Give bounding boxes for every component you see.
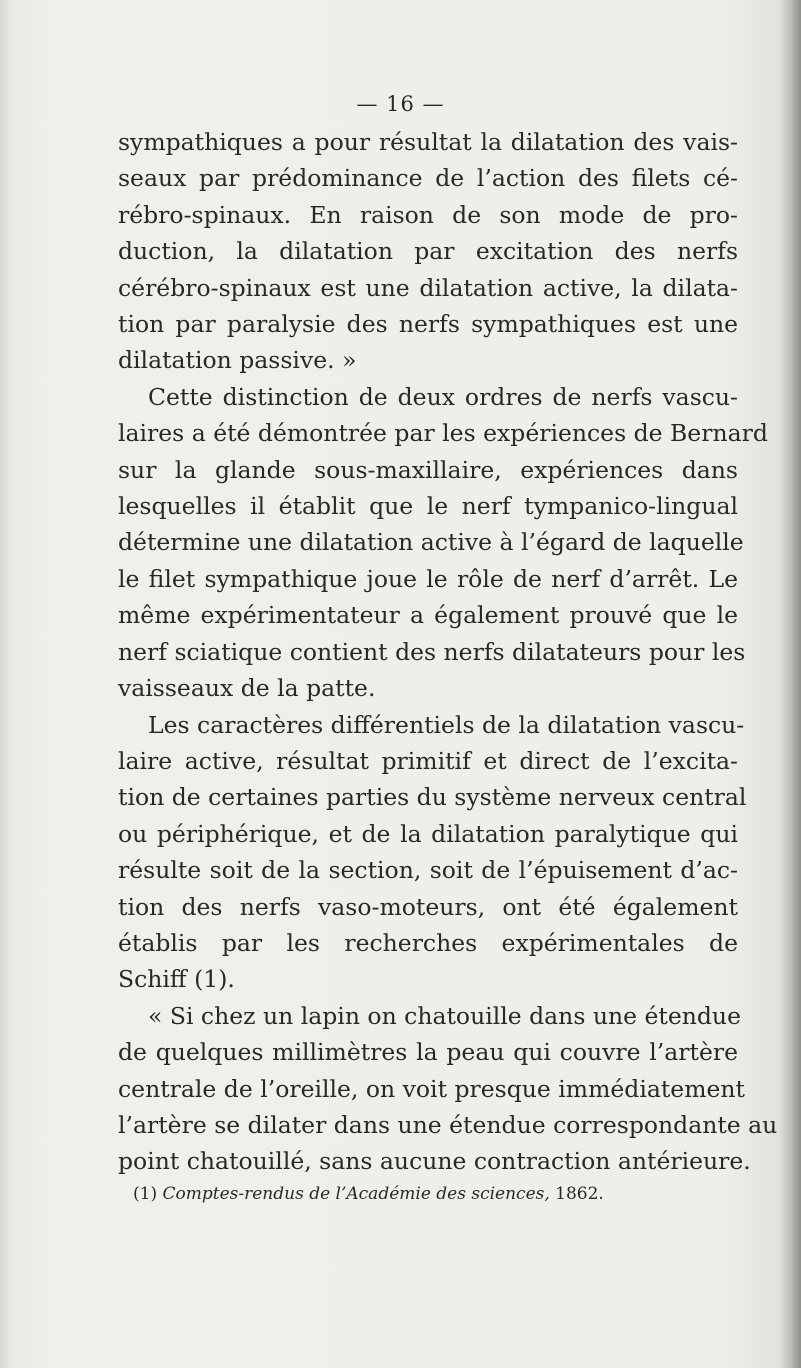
text-line: résulte soit de la section, soit de l’épuisement d’ac-	[118, 856, 738, 885]
text-line: nerf sciatique contient des nerfs dilatateurs pour les	[118, 637, 746, 666]
text-line: ou périphérique, et de la dilatation paralytique qui	[118, 819, 738, 848]
paragraph	[118, 998, 778, 1180]
page-left-edge	[0, 0, 10, 1368]
text-line: même expérimentateur a également prouvé que le	[118, 601, 738, 630]
page-right-edge	[779, 0, 801, 1368]
text-line: l’artère se dilater dans une étendue correspondante au	[118, 1110, 778, 1139]
text-line: lesquelles il établit que le nerf tympanico-lingual	[118, 492, 738, 521]
footnote-source-title: Comptes-rendus de l’Académie des sciences,	[162, 1184, 550, 1204]
page-number: — 16 —	[356, 92, 445, 116]
text-line: sur la glande sous-maxillaire, expériences dans	[118, 455, 738, 484]
text-line: tion par paralysie des nerfs sympathiques est une	[118, 310, 738, 339]
text-line: tion de certaines parties du système nerveux central	[118, 783, 747, 812]
footnote	[133, 1184, 604, 1204]
text-line: détermine une dilatation active à l’égard de laquelle	[118, 528, 744, 557]
text-line: établis par les recherches expérimentales de	[118, 928, 738, 957]
footnote-marker: (1)	[133, 1184, 158, 1204]
text-line: Les caractères différentiels de la dilatation vascu-	[148, 710, 745, 739]
text-line: rébro-spinaux. En raison de son mode de pro-	[118, 200, 738, 229]
text-line: Cette distinction de deux ordres de nerfs vascu-	[148, 382, 738, 411]
text-line: laire active, résultat primitif et direct de l’excita-	[118, 746, 738, 775]
text-line: Schiff (1).	[118, 965, 235, 994]
text-line: vaisseaux de la patte.	[118, 674, 376, 703]
text-line: cérébro-spinaux est une dilatation active, la dilata-	[118, 273, 738, 302]
text-line: centrale de l’oreille, on voit presque immédiatement	[118, 1074, 745, 1103]
body-text	[118, 124, 778, 1180]
text-line: « Si chez un lapin on chatouille dans une étendue	[148, 1001, 741, 1030]
paragraph	[118, 707, 747, 998]
text-line: seaux par prédominance de l’action des filets cé-	[118, 164, 738, 193]
paragraph	[118, 124, 738, 379]
text-line: de quelques millimètres la peau qui couvre l’artère	[118, 1038, 738, 1067]
text-line: sympathiques a pour résultat la dilatation des vais-	[118, 128, 738, 156]
text-line: duction, la dilatation par excitation des nerfs	[118, 237, 738, 266]
text-line: laires a été démontrée par les expériences de Bernard	[118, 419, 768, 448]
paragraph	[118, 379, 768, 707]
text-line: point chatouillé, sans aucune contraction antérieure.	[118, 1147, 751, 1176]
text-line: tion des nerfs vaso-moteurs, ont été également	[118, 892, 738, 921]
text-line: dilatation passive. »	[118, 346, 357, 375]
text-line: le filet sympathique joue le rôle de nerf d’arrêt. Le	[118, 564, 738, 593]
footnote-year: 1862.	[555, 1184, 604, 1204]
